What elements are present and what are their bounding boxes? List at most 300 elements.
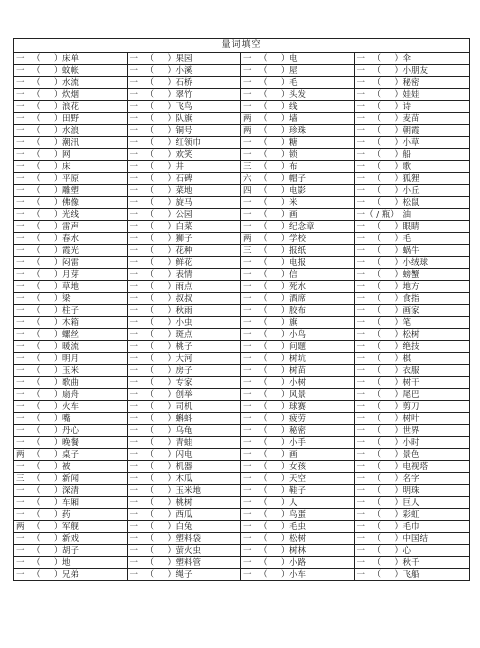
left-paren: （ xyxy=(145,54,155,64)
number-word: 一 xyxy=(356,198,366,208)
blank-cell xyxy=(241,401,355,413)
left-paren: （ xyxy=(372,366,382,376)
noun-word: 酒席 xyxy=(289,294,307,304)
right-paren: ） xyxy=(54,150,63,160)
left-paren: （ xyxy=(145,186,155,196)
noun-word: 歌 xyxy=(402,162,412,172)
left-paren: （ xyxy=(259,150,268,160)
noun-word: 笔 xyxy=(402,318,412,328)
right-paren: ） xyxy=(281,414,290,424)
table-body xyxy=(14,53,470,581)
left-paren: （ xyxy=(259,66,268,76)
right-paren: ） xyxy=(281,366,290,376)
left-paren: （ xyxy=(259,474,268,484)
blank-cell xyxy=(128,365,242,377)
noun-word: 画 xyxy=(289,210,298,220)
number-word: 一 xyxy=(16,330,25,340)
blank-cell xyxy=(241,509,355,521)
right-paren: ） xyxy=(394,330,404,340)
left-paren: （ xyxy=(259,282,268,292)
right-paren: ） xyxy=(167,234,177,244)
right-paren: ） xyxy=(167,330,177,340)
right-paren: ） xyxy=(167,498,177,508)
left-paren: （ xyxy=(259,186,268,196)
blank-cell xyxy=(355,533,471,545)
left-paren: （ xyxy=(32,198,41,208)
number-word: 一 xyxy=(16,414,25,424)
number-word: 一 xyxy=(129,258,139,268)
number-word: 一 xyxy=(356,462,366,472)
right-paren: ） xyxy=(54,330,63,340)
left-paren: （ xyxy=(145,510,155,520)
noun-word: 信 xyxy=(289,270,298,280)
blank-cell xyxy=(128,137,242,149)
blank-cell xyxy=(355,521,471,533)
left-paren: （ xyxy=(372,222,382,232)
right-paren: ） xyxy=(281,426,290,436)
right-paren: ） xyxy=(394,318,404,328)
blank-cell xyxy=(14,137,128,149)
noun-word: 小路 xyxy=(289,558,307,568)
number-word: 一 xyxy=(356,450,366,460)
left-paren: （ xyxy=(32,462,41,472)
right-paren: ） xyxy=(281,402,290,412)
number-word: 一 xyxy=(16,342,25,352)
table-row xyxy=(14,401,470,413)
right-paren: ） xyxy=(167,186,177,196)
number-word: 四 xyxy=(243,186,252,196)
number-word: 一 xyxy=(243,222,252,232)
noun-word: 彩虹 xyxy=(402,510,420,520)
left-paren: （ xyxy=(372,474,382,484)
noun-word: 佛像 xyxy=(62,198,80,208)
noun-word: 电影 xyxy=(289,186,307,196)
noun-word: 画 xyxy=(289,450,298,460)
right-paren: ） xyxy=(54,138,63,148)
blank-cell xyxy=(241,341,355,353)
blank-cell xyxy=(128,497,242,509)
number-word: 一 xyxy=(356,342,366,352)
noun-word: 中国结 xyxy=(402,534,429,544)
noun-word: 锁 xyxy=(289,150,298,160)
number-word: 一 xyxy=(356,66,366,76)
number-word: 一 xyxy=(243,342,252,352)
number-word: 一 xyxy=(16,210,25,220)
left-paren: （ xyxy=(372,390,382,400)
right-paren: ） xyxy=(281,54,290,64)
right-paren: ） xyxy=(54,342,63,352)
left-paren: （ xyxy=(145,534,155,544)
right-paren: ） xyxy=(54,450,63,460)
left-paren: （ xyxy=(259,438,268,448)
right-paren: ） xyxy=(281,126,290,136)
right-paren: ） xyxy=(281,354,290,364)
table-row xyxy=(14,509,470,521)
right-paren: ） xyxy=(281,570,290,580)
noun-word: 疲劳 xyxy=(289,414,307,424)
blank-cell xyxy=(14,569,128,581)
right-paren: ） xyxy=(167,258,177,268)
number-word: 一 xyxy=(16,426,25,436)
blank-cell xyxy=(14,329,128,341)
worksheet-table xyxy=(13,38,470,581)
left-paren: （ xyxy=(32,510,41,520)
noun-word: 名字 xyxy=(402,474,420,484)
blank-cell xyxy=(241,449,355,461)
table-row xyxy=(14,569,470,581)
left-paren: （ xyxy=(372,150,382,160)
noun-word: 小朋友 xyxy=(402,66,429,76)
right-paren: ） xyxy=(394,222,404,232)
number-word: 一 xyxy=(16,486,25,496)
blank-cell xyxy=(128,281,242,293)
table-row xyxy=(14,209,470,221)
blank-cell xyxy=(14,449,128,461)
right-paren: ） xyxy=(167,378,177,388)
noun-word: 头发 xyxy=(289,90,307,100)
noun-word: 草地 xyxy=(62,282,80,292)
left-paren: （ xyxy=(145,306,155,316)
left-paren: （ xyxy=(259,486,268,496)
blank-cell xyxy=(355,449,471,461)
noun-word: 树坑 xyxy=(289,354,307,364)
right-paren: ） xyxy=(394,234,404,244)
left-paren: （ xyxy=(145,450,155,460)
right-paren: ） xyxy=(394,390,404,400)
blank-cell xyxy=(128,101,242,113)
blank-cell xyxy=(14,557,128,569)
right-paren: ） xyxy=(394,522,404,532)
left-paren: （ xyxy=(32,318,41,328)
blank-cell xyxy=(128,197,242,209)
right-paren: ） xyxy=(54,534,63,544)
blank-cell xyxy=(241,437,355,449)
left-paren: （ xyxy=(259,258,268,268)
number-word: 一 xyxy=(243,570,252,580)
number-word: 一 xyxy=(129,414,139,424)
noun-word: 雷声 xyxy=(62,222,80,232)
right-paren: ） xyxy=(394,138,404,148)
left-paren: （ xyxy=(32,402,41,412)
right-paren: ） xyxy=(281,234,290,244)
noun-word: 丹心 xyxy=(62,426,80,436)
table-row xyxy=(14,65,470,77)
right-paren: ） xyxy=(54,402,63,412)
right-paren: ） xyxy=(167,474,177,484)
number-word: 一 xyxy=(356,186,366,196)
blank-cell xyxy=(14,413,128,425)
number-word: 一 xyxy=(243,78,252,88)
right-paren: ） xyxy=(394,258,404,268)
left-paren: （ xyxy=(372,114,382,124)
right-paren: ） xyxy=(167,174,177,184)
left-paren: （ xyxy=(145,402,155,412)
left-paren: （ xyxy=(259,522,268,532)
blank-cell xyxy=(355,365,471,377)
number-word: 一 xyxy=(356,486,366,496)
blank-cell xyxy=(355,377,471,389)
noun-word: 新戏 xyxy=(62,534,80,544)
noun-word: 小树 xyxy=(289,378,307,388)
blank-cell xyxy=(14,221,128,233)
noun-word: 深清 xyxy=(62,486,80,496)
left-paren: （ xyxy=(259,426,268,436)
noun-word: 队旗 xyxy=(175,114,193,124)
left-paren: （ xyxy=(32,78,41,88)
noun-word: 床 xyxy=(62,162,71,172)
left-paren: （ xyxy=(32,54,41,64)
noun-word: 胡子 xyxy=(62,546,80,556)
noun-word: 桌子 xyxy=(62,450,80,460)
right-paren: ） xyxy=(54,174,63,184)
number-word: 一 xyxy=(356,258,366,268)
table-row xyxy=(14,437,470,449)
noun-word: 松树 xyxy=(402,330,420,340)
blank-cell xyxy=(355,53,471,65)
noun-word: 问题 xyxy=(289,342,307,352)
left-paren: （ xyxy=(259,546,268,556)
blank-cell xyxy=(128,425,242,437)
blank-cell xyxy=(241,413,355,425)
noun-word: 地方 xyxy=(402,282,420,292)
right-paren: ） xyxy=(281,318,290,328)
number-word: 一 xyxy=(356,306,366,316)
number-word: 一 xyxy=(356,150,366,160)
right-paren: ） xyxy=(281,462,290,472)
number-word: 一 xyxy=(243,330,252,340)
noun-word: 扇舟 xyxy=(62,390,80,400)
left-paren: （ xyxy=(32,174,41,184)
number-word: 一 xyxy=(129,102,139,112)
blank-cell xyxy=(128,329,242,341)
noun-word: 树叶 xyxy=(402,414,420,424)
blank-cell xyxy=(128,233,242,245)
number-word: 一 xyxy=(243,534,252,544)
number-word: 一 xyxy=(129,126,139,136)
noun-word: 尾巴 xyxy=(402,390,420,400)
left-paren: （ xyxy=(372,246,382,256)
number-word: 一 xyxy=(129,186,139,196)
noun-word: 歌曲 xyxy=(62,378,80,388)
noun-word: 天空 xyxy=(289,474,307,484)
number-word: 一 xyxy=(16,438,25,448)
right-paren: ） xyxy=(167,510,177,520)
left-paren: （ xyxy=(259,306,268,316)
blank-cell xyxy=(128,557,242,569)
right-paren: ） xyxy=(54,486,63,496)
number-word: 一 xyxy=(243,438,252,448)
right-paren: ） xyxy=(281,558,290,568)
noun-word: 欢笑 xyxy=(175,150,193,160)
noun-word: 食指 xyxy=(402,294,420,304)
blank-cell xyxy=(128,569,242,581)
blank-cell xyxy=(14,113,128,125)
noun-word: 闷雷 xyxy=(62,258,80,268)
right-paren: ） xyxy=(54,498,63,508)
number-word: 一 xyxy=(356,114,366,124)
number-word: 一 xyxy=(16,558,25,568)
right-paren: ） xyxy=(54,162,63,172)
left-paren: （ xyxy=(145,294,155,304)
noun-word: 军舰 xyxy=(62,522,80,532)
number-word: 一 xyxy=(129,498,139,508)
table-row xyxy=(14,317,470,329)
right-paren: ） xyxy=(394,186,404,196)
blank-cell xyxy=(241,353,355,365)
number-word: 一 xyxy=(356,522,366,532)
number-word: 一 xyxy=(243,558,252,568)
right-paren: ） xyxy=(54,558,63,568)
number-word: 一 xyxy=(243,414,252,424)
left-paren: （ xyxy=(32,522,41,532)
blank-cell xyxy=(355,209,471,221)
noun-word: 木瓜 xyxy=(175,474,193,484)
noun-word: 秋千 xyxy=(402,558,420,568)
right-paren: ） xyxy=(394,534,404,544)
noun-word: 铜号 xyxy=(175,126,193,136)
noun-word: 朝霞 xyxy=(402,126,420,136)
number-word: 一 xyxy=(129,570,139,580)
right-paren: ） xyxy=(281,114,290,124)
right-paren: ） xyxy=(394,450,404,460)
blank-cell xyxy=(14,485,128,497)
noun-word: 闪电 xyxy=(175,450,193,460)
table-row xyxy=(14,377,470,389)
noun-word: 明月 xyxy=(62,354,80,364)
blank-cell xyxy=(355,497,471,509)
blank-cell xyxy=(14,533,128,545)
noun-word: 白菜 xyxy=(175,222,193,232)
left-paren: （ xyxy=(259,54,268,64)
blank-cell xyxy=(14,437,128,449)
noun-word: 柱子 xyxy=(62,306,80,316)
noun-word: 木箱 xyxy=(62,318,80,328)
number-word: 一 xyxy=(16,570,25,580)
left-paren: （ xyxy=(145,486,155,496)
blank-cell xyxy=(355,161,471,173)
left-paren: （ xyxy=(145,342,155,352)
blank-cell xyxy=(241,425,355,437)
right-paren: ） xyxy=(54,270,63,280)
number-word: 三 xyxy=(243,246,252,256)
number-word: 一 xyxy=(243,198,252,208)
number-word: 一 xyxy=(243,498,252,508)
noun-word: 心 xyxy=(402,546,412,556)
number-word: 一 xyxy=(16,282,25,292)
noun-word: 石碑 xyxy=(175,174,193,184)
left-paren: （ xyxy=(32,498,41,508)
blank-cell xyxy=(14,173,128,185)
number-word: 两 xyxy=(16,522,25,532)
noun-word: 帽子 xyxy=(289,174,307,184)
left-paren: （ xyxy=(145,102,155,112)
right-paren: ） xyxy=(394,474,404,484)
number-word: 一 xyxy=(243,150,252,160)
left-paren: （ xyxy=(372,198,382,208)
left-paren: （ xyxy=(372,342,382,352)
blank-cell xyxy=(14,401,128,413)
right-paren: ） xyxy=(394,306,404,316)
right-paren: ） xyxy=(167,450,177,460)
blank-cell xyxy=(355,413,471,425)
left-paren: （ xyxy=(259,462,268,472)
blank-cell xyxy=(355,245,471,257)
noun-word: 松树 xyxy=(289,534,307,544)
right-paren: ） xyxy=(281,498,290,508)
left-paren: （ xyxy=(145,90,155,100)
number-word: 一 xyxy=(16,390,25,400)
blank-cell xyxy=(241,269,355,281)
noun-word: 塑料袋 xyxy=(175,534,202,544)
left-paren: （ xyxy=(259,90,268,100)
table-row xyxy=(14,269,470,281)
blank-cell xyxy=(14,509,128,521)
number-word: 一 xyxy=(243,54,252,64)
table-row xyxy=(14,197,470,209)
left-paren: （ xyxy=(372,294,382,304)
blank-cell xyxy=(355,353,471,365)
left-paren: （ xyxy=(372,426,382,436)
blank-cell xyxy=(241,137,355,149)
blank-cell xyxy=(355,473,471,485)
noun-word: 明珠 xyxy=(402,486,420,496)
number-word: 一 xyxy=(243,462,252,472)
noun-word: 潮汛 xyxy=(62,138,80,148)
left-paren: （ xyxy=(145,438,155,448)
number-word: 一 xyxy=(16,198,25,208)
number-word: 一 xyxy=(16,354,25,364)
left-paren: （ xyxy=(372,318,382,328)
number-word: 一 xyxy=(129,474,139,484)
noun-word: 光线 xyxy=(62,210,80,220)
noun-word: 螃蟹 xyxy=(402,270,420,280)
left-paren: （ xyxy=(145,414,155,424)
noun-word: 电报 xyxy=(289,258,307,268)
blank-cell xyxy=(14,521,128,533)
right-paren: ） xyxy=(167,54,177,64)
blank-cell xyxy=(355,425,471,437)
number-word: 一 xyxy=(243,354,252,364)
right-paren: ） xyxy=(394,150,404,160)
blank-cell xyxy=(241,257,355,269)
blank-cell xyxy=(355,221,471,233)
noun-word: 树苗 xyxy=(289,366,307,376)
blank-cell xyxy=(128,149,242,161)
table-row xyxy=(14,473,470,485)
blank-cell xyxy=(241,53,355,65)
left-paren: （ xyxy=(372,534,382,544)
blank-cell xyxy=(241,173,355,185)
left-paren: （ xyxy=(372,54,382,64)
blank-cell xyxy=(14,365,128,377)
right-paren: ） xyxy=(167,438,177,448)
right-paren: ） xyxy=(54,522,63,532)
left-paren: （ xyxy=(259,234,268,244)
noun-word: 平原 xyxy=(62,174,80,184)
right-paren: ） xyxy=(167,210,177,220)
noun-word: 毛虫 xyxy=(289,522,307,532)
number-word: 一 xyxy=(129,450,139,460)
number-word: 一 xyxy=(356,126,366,136)
right-paren: ） xyxy=(281,78,290,88)
right-paren: ） xyxy=(167,150,177,160)
right-paren: ） xyxy=(54,90,63,100)
blank-cell xyxy=(355,233,471,245)
noun-word: 女孩 xyxy=(289,462,307,472)
blank-cell xyxy=(14,461,128,473)
number-word: 一 xyxy=(129,114,139,124)
number-word: 一 xyxy=(356,318,366,328)
